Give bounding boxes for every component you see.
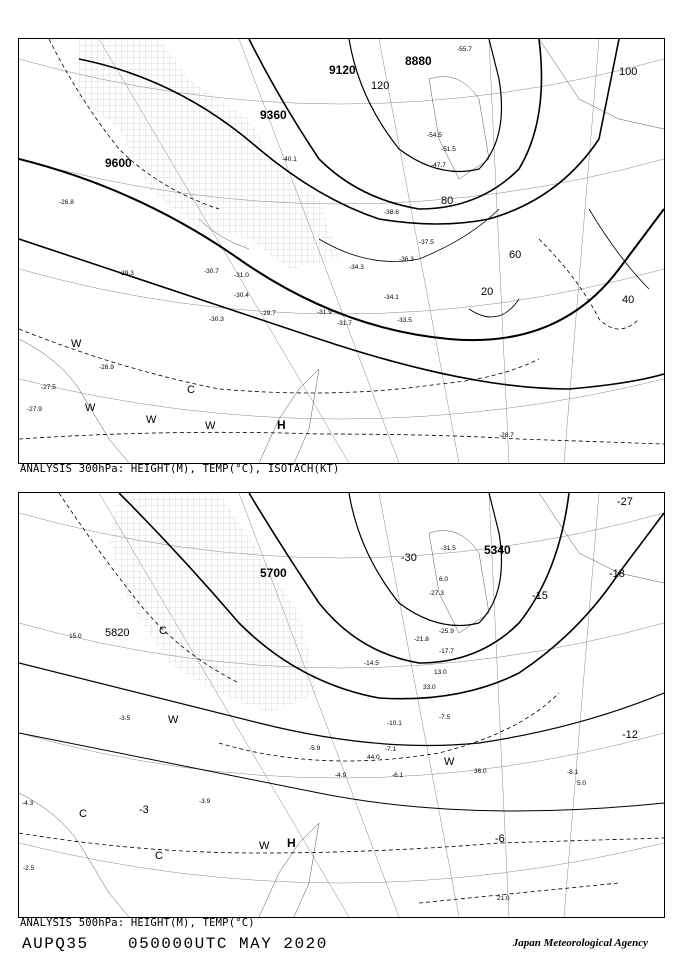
height-label-5340: 5340 — [484, 543, 511, 557]
temp-value: -31.5 — [441, 545, 456, 552]
cold-region-hatch — [79, 39, 339, 269]
temp-value: -21.8 — [414, 636, 429, 643]
temp-value: -55.7 — [457, 46, 472, 53]
temp-value: -25.9 — [439, 628, 454, 635]
temp-value: 15.0 — [69, 633, 82, 640]
temp-value: -34.3 — [349, 264, 364, 271]
isotach-label-80: 80 — [441, 195, 454, 207]
temp-value: -29.7 — [261, 310, 276, 317]
temp-value: -26.8 — [59, 199, 74, 206]
temp-value: -3.9 — [199, 798, 211, 805]
temp-value: -28.9 — [99, 364, 114, 371]
temp-value: -31.0 — [234, 272, 249, 279]
temp-value: -27.9 — [27, 406, 42, 413]
temp-value: -29.3 — [119, 270, 134, 277]
temp-value: -34.1 — [384, 294, 399, 301]
height-label-5820: 5820 — [105, 627, 130, 639]
map-500hpa-chart — [19, 493, 664, 917]
temp-value: -51.5 — [441, 146, 456, 153]
isotach-label-40: 40 — [622, 294, 635, 306]
region-letter-W: W — [168, 714, 179, 726]
caption-500hpa: ANALYSIS 500hPa: HEIGHT(M), TEMP(°C) — [20, 917, 255, 929]
temp-value: -3.5 — [119, 715, 131, 722]
cold-region-hatch — [109, 493, 319, 713]
temp-value: -28.7 — [499, 432, 514, 439]
caption-300hpa: ANALYSIS 300hPa: HEIGHT(M), TEMP(°C), ISOTACH(KT) — [20, 463, 340, 475]
temp-value: 44.0 — [367, 754, 380, 761]
height-label-9120: 9120 — [329, 63, 356, 77]
isotach-contours — [319, 209, 649, 317]
height-label-5700: 5700 — [260, 566, 287, 580]
isotach-label-120: 120 — [371, 80, 390, 92]
temp-value: -47.7 — [431, 162, 446, 169]
agency-name: Japan Meteorological Agency — [512, 937, 648, 949]
temp-value: 21.0 — [497, 895, 510, 902]
temp-value: 6.0 — [439, 576, 449, 583]
region-letter-C: C — [159, 625, 167, 637]
temp-value: -30.7 — [204, 268, 219, 275]
height-label-9360: 9360 — [260, 108, 287, 122]
region-letter-W: W — [444, 756, 455, 768]
temp-value: -7.1 — [385, 746, 397, 753]
temp-value: -17.7 — [439, 648, 454, 655]
temp-value: -31.9 — [317, 309, 332, 316]
isotach-label-20: 20 — [481, 286, 494, 298]
region-letter-C: C — [79, 808, 87, 820]
temp-value: -27.5 — [41, 384, 56, 391]
temp-value: -6.1 — [392, 772, 404, 779]
map-300hpa-chart — [19, 39, 664, 463]
temp-value: -4.3 — [22, 800, 34, 807]
region-letter-C: C — [155, 850, 163, 862]
map-panel-300hpa — [18, 38, 665, 464]
temp-value: -30.3 — [209, 316, 224, 323]
temp-value: 13.0 — [434, 669, 447, 676]
temp-value: -10.1 — [387, 720, 402, 727]
temp-value: -40.1 — [282, 156, 297, 163]
temp-value: 36.0 — [474, 768, 487, 775]
region-letter-W: W — [259, 840, 270, 852]
temp-value: 5.0 — [577, 780, 587, 787]
valid-time: 050000UTC MAY 2020 — [128, 935, 328, 953]
temp-value: -8.1 — [567, 769, 579, 776]
region-letter-C: C — [187, 384, 195, 396]
height-label-9600: 9600 — [105, 156, 132, 170]
temp-value: -2.5 — [23, 865, 35, 872]
temp-label-27: -27 — [617, 496, 633, 508]
temp-label-15: -15 — [532, 590, 548, 602]
temp-label-3: -3 — [139, 804, 149, 816]
temp-label-6: -6 — [495, 833, 505, 845]
temp-value: -31.7 — [337, 320, 352, 327]
temp-label-12: -12 — [622, 729, 638, 741]
map-panel-500hpa — [18, 492, 665, 918]
temp-value: -4.9 — [335, 772, 347, 779]
height-label-8880: 8880 — [405, 54, 432, 68]
temp-value: -38.6 — [384, 209, 399, 216]
region-letter-H: H — [277, 418, 286, 432]
isotach-label-60: 60 — [509, 249, 522, 261]
temp-value: -27.3 — [429, 590, 444, 597]
temp-value: -54.5 — [427, 132, 442, 139]
temp-label-18: -18 — [609, 568, 625, 580]
region-letter-H: H — [287, 836, 296, 850]
temp-value: -14.5 — [364, 660, 379, 667]
region-letter-W: W — [146, 414, 157, 426]
temp-value: -7.5 — [439, 714, 451, 721]
region-letter-W: W — [71, 338, 82, 350]
temp-value: -30.4 — [234, 292, 249, 299]
region-letter-W: W — [205, 420, 216, 432]
temp-value: -5.9 — [309, 745, 321, 752]
isotach-label-100: 100 — [619, 66, 638, 78]
temp-value: 33.0 — [423, 684, 436, 691]
temp-value: -37.5 — [419, 239, 434, 246]
temp-value: -36.3 — [399, 256, 414, 263]
region-letter-W: W — [85, 402, 96, 414]
temp-value: -33.5 — [397, 317, 412, 324]
product-id: AUPQ35 — [22, 935, 89, 953]
temp-label-30: -30 — [401, 552, 417, 564]
